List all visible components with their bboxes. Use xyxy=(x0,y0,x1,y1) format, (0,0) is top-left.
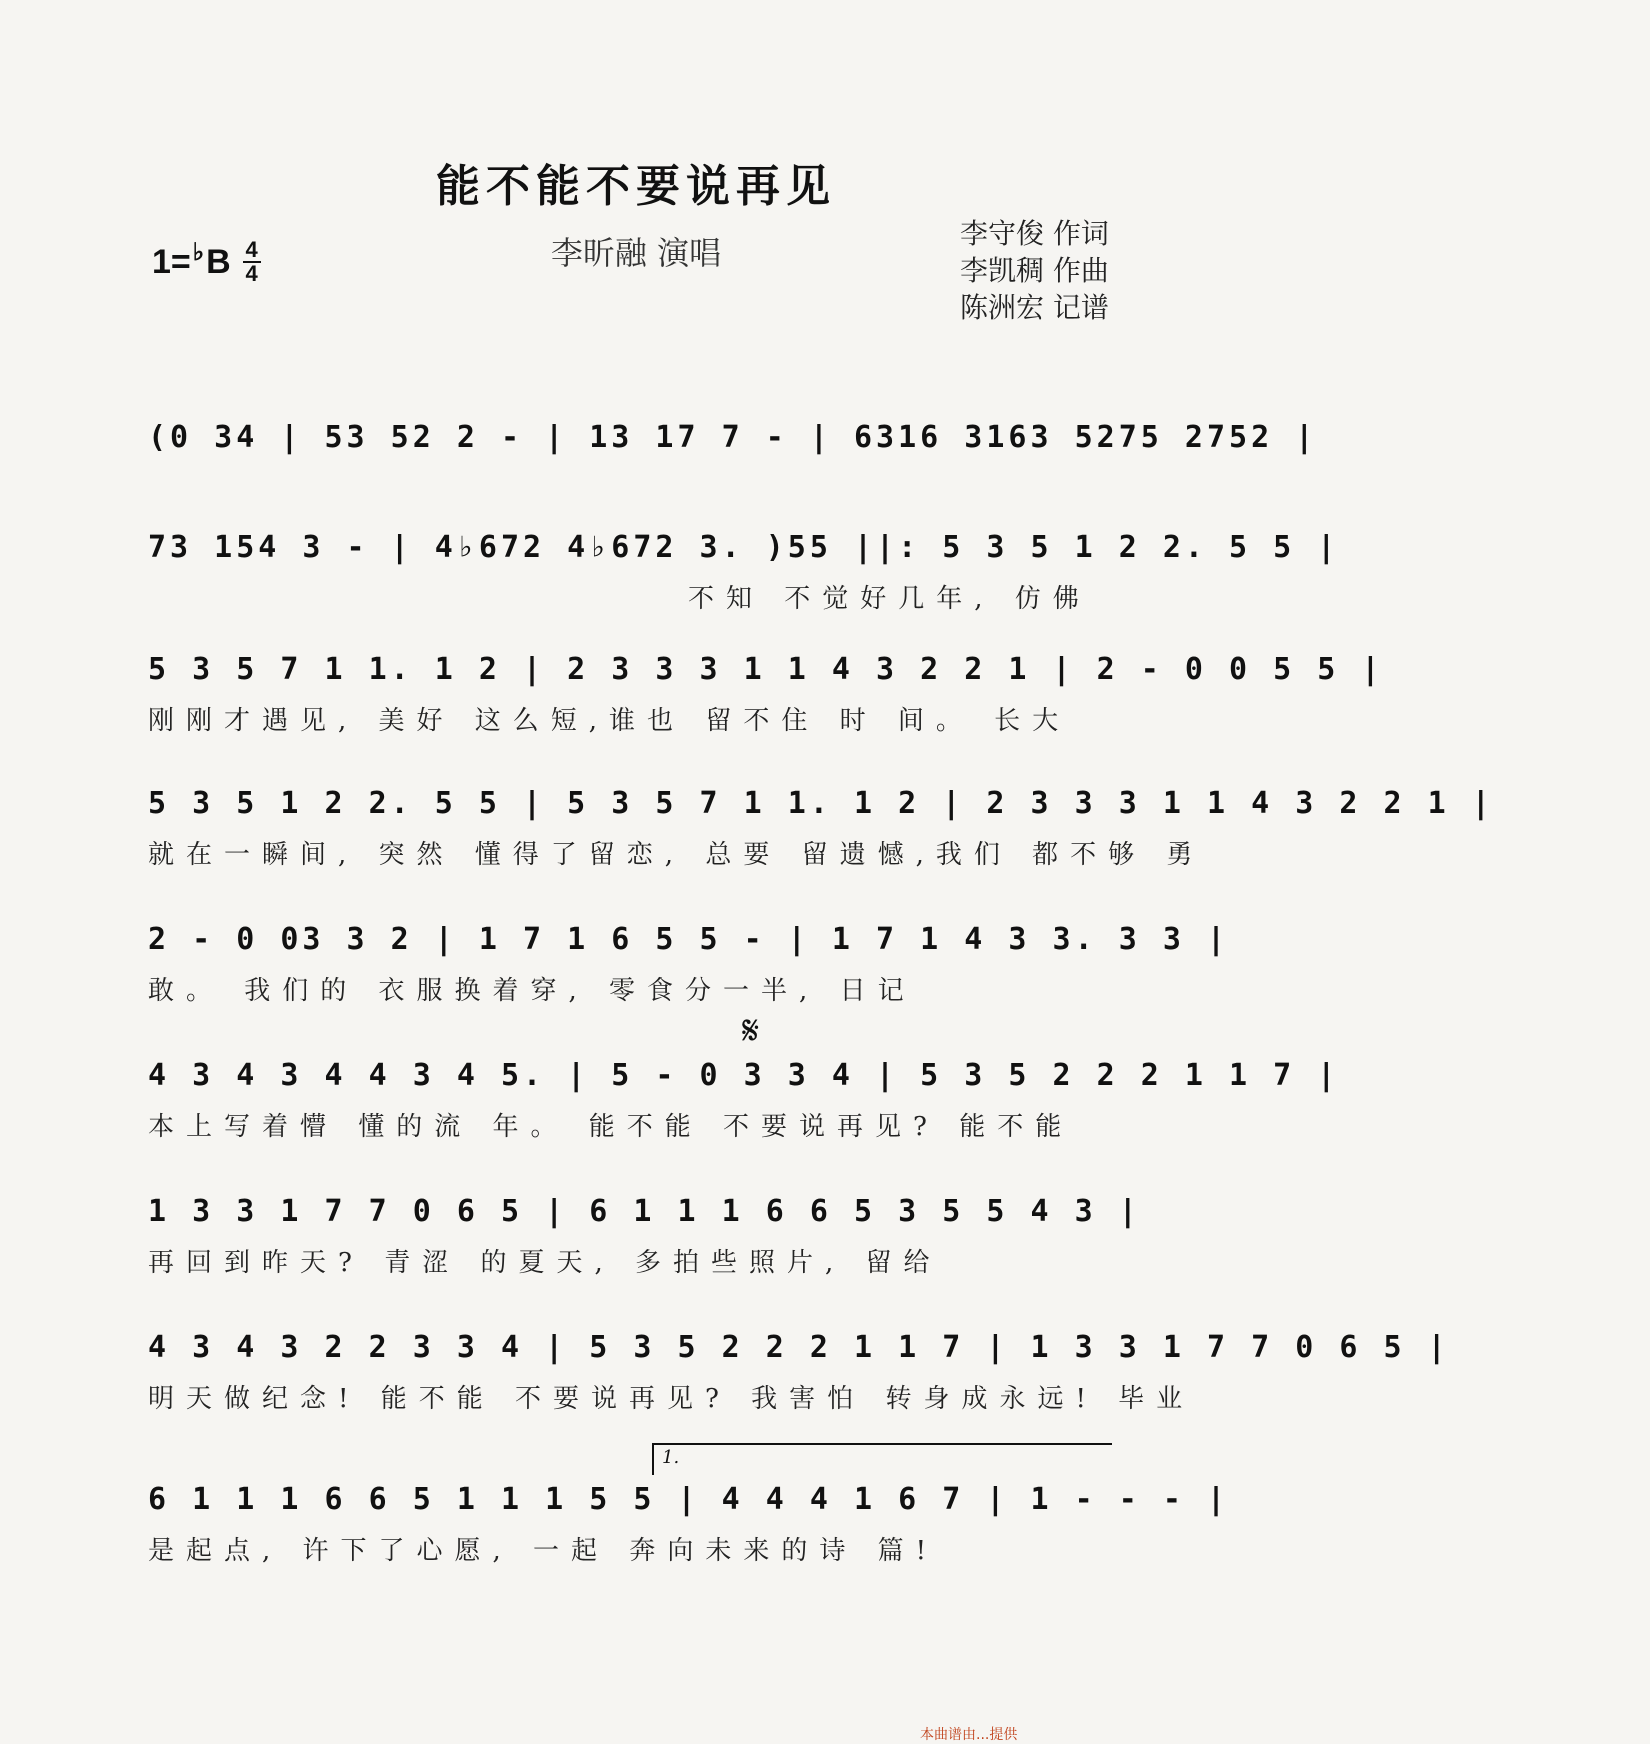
watermark: 本曲谱由...提供 xyxy=(920,1727,1018,1743)
lyric: 就在一瞬间, 突然 懂得了留恋, 总要 留遗憾,我们 都不够 勇 xyxy=(148,840,1205,870)
lyric: 再回到昨天? 青涩 的夏天, 多拍些照片, 留给 xyxy=(148,1248,942,1278)
performer: 李昕融 演唱 xyxy=(550,234,722,272)
lyricist: 李守俊 作词 xyxy=(960,217,1109,250)
lyric: 是起点, 许下了心愿, 一起 奔向未来的诗 篇! xyxy=(148,1536,939,1566)
key-prefix: 1= xyxy=(152,242,191,281)
lyric: 不知 不觉好几年, 仿佛 xyxy=(688,584,1091,614)
key-note: B xyxy=(206,242,231,281)
time-signature xyxy=(243,237,261,286)
notation: 73 154 3 - | 4♭672 4♭672 3. )55 ||: 5 3 5 1 2 2. 5 5 | xyxy=(148,530,1340,565)
lyric: 敢。 我们的 衣服换着穿, 零食分一半, 日记 xyxy=(148,976,916,1006)
composer: 李凯稠 作曲 xyxy=(960,254,1109,287)
key-signature xyxy=(152,237,261,286)
notation: 6 1 1 1 6 6 5 1 1 1 5 5 | 4 4 4 1 6 7 | 1 - - - | xyxy=(148,1482,1230,1517)
notation: (0 34 | 53 52 2 - | 13 17 7 - | 6316 3163 5275 2752 | xyxy=(148,420,1318,455)
notation: 4 3 4 3 4 4 3 4 5. | 5 - 0 3 3 4 | 5 3 5 2 2 2 1 1 7 | xyxy=(148,1058,1340,1093)
volta-label: 1. xyxy=(662,1447,680,1468)
lyric: 本上写着懵 懂的流 年。 能不能 不要说再见? 能不能 xyxy=(148,1112,1074,1142)
credits xyxy=(960,215,1109,326)
notation: 5 3 5 7 1 1. 1 2 | 2 3 3 3 1 1 4 3 2 2 1 | 2 - 0 0 5 5 | xyxy=(148,652,1384,687)
lyric: 明天做纪念! 能不能 不要说再见? 我害怕 转身成永远! 毕业 xyxy=(148,1384,1195,1414)
notation: 2 - 0 03 3 2 | 1 7 1 6 5 5 - | 1 7 1 4 3 3. 3 3 | xyxy=(148,922,1230,957)
flat-sign: ♭ xyxy=(192,238,205,266)
time-bottom: 4 xyxy=(245,261,258,286)
notation: 4 3 4 3 2 2 3 3 4 | 5 3 5 2 2 2 1 1 7 | 1 3 3 1 7 7 0 6 5 | xyxy=(148,1330,1450,1365)
notation: 1 3 3 1 7 7 0 6 5 | 6 1 1 1 6 6 5 3 5 5 4 3 | xyxy=(148,1194,1141,1229)
notation: 5 3 5 1 2 2. 5 5 | 5 3 5 7 1 1. 1 2 | 2 3 3 3 1 1 4 3 2 2 1 | xyxy=(148,786,1494,821)
song-title: 能不能不要说再见 xyxy=(436,161,836,212)
transcriber: 陈洲宏 记谱 xyxy=(960,291,1109,324)
segno-sign: 𝄋 xyxy=(742,1008,760,1054)
lyric: 刚刚才遇见, 美好 这么短,谁也 留不住 时 间。 长大 xyxy=(148,706,1071,736)
time-top: 4 xyxy=(245,237,258,262)
first-ending-bracket xyxy=(652,1443,1112,1475)
